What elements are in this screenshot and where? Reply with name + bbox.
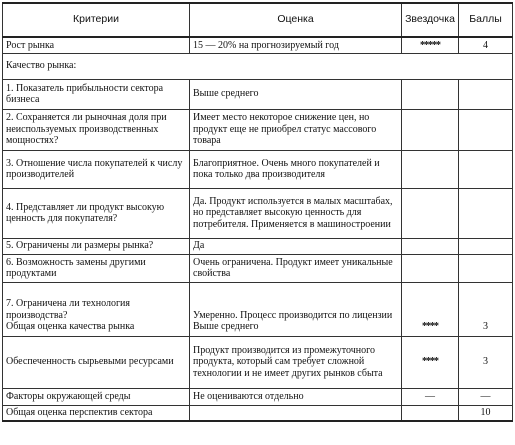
criterion-cell: Обеспеченность сырьевыми ресурсами <box>3 336 190 388</box>
assessment-cell: Выше среднего <box>190 79 402 109</box>
assessment-cell <box>190 282 402 336</box>
table-row <box>3 336 513 388</box>
table-row <box>3 388 513 405</box>
assessment-text: Умеренно. Процесс производится по лицензии <box>193 309 393 321</box>
assessment-cell: Да <box>190 238 402 254</box>
header-stars: Звездочка <box>402 3 459 37</box>
criterion-cell: 4. Представляет ли продукт высокую ценность для покупателя? <box>3 188 190 238</box>
points-cell <box>459 188 513 238</box>
header-assessment: Оценка <box>190 3 402 37</box>
points-cell <box>459 79 513 109</box>
stars-cell <box>402 79 459 109</box>
criterion-cell: 2. Сохраняется ли рыночная доля при неиспользуемых производственных мощностях? <box>3 109 190 150</box>
stars-cell <box>402 188 459 238</box>
sector-assessment-table <box>2 2 513 422</box>
assessment-cell: Очень ограничена. Продукт имеет уникальные свойства <box>190 254 402 282</box>
criterion-cell: 6. Возможность замены другими продуктами <box>3 254 190 282</box>
criterion-cell: 3. Отношение числа покупателей к числу производителей <box>3 150 190 188</box>
points-cell: 10 <box>459 405 513 421</box>
section-label: Качество рынка: <box>3 53 513 79</box>
table-row <box>3 188 513 238</box>
stars-cell <box>402 238 459 254</box>
stars-cell: **** <box>402 282 459 336</box>
criterion-cell: Факторы окружающей среды <box>3 388 190 405</box>
assessment-cell: Да. Продукт используется в малых масштабах, но представляет высокую ценность для потребителя. Применяется в машиностроении <box>190 188 402 238</box>
stars-cell <box>402 109 459 150</box>
header-points: Баллы <box>459 3 513 37</box>
assessment-cell: Продукт производится из промежуточного продукта, который сам требует сложной технологии и не имеет других рынков сбыта <box>190 336 402 388</box>
points-cell <box>459 109 513 150</box>
table-row <box>3 79 513 109</box>
stars-cell <box>402 150 459 188</box>
stars-cell: — <box>402 388 459 405</box>
criterion-cell: Общая оценка перспектив сектора <box>3 405 190 421</box>
header-criteria: Критерии <box>3 3 190 37</box>
points-cell: 4 <box>459 37 513 53</box>
table-row <box>3 109 513 150</box>
table-row <box>3 405 513 421</box>
stars-cell: **** <box>402 336 459 388</box>
points-cell: 3 <box>459 336 513 388</box>
criterion-cell: 1. Показатель прибыльности сектора бизнеса <box>3 79 190 109</box>
assessment-cell: Имеет место некоторое снижение цен, но продукт еще не приобрел статус массового товара <box>190 109 402 150</box>
table-row <box>3 150 513 188</box>
criterion-cell <box>3 282 190 336</box>
criterion-text: 7. Ограничена ли технология производства? <box>6 298 131 321</box>
points-cell <box>459 254 513 282</box>
stars-cell <box>402 405 459 421</box>
criterion-cell: 5. Ограничены ли размеры рынка? <box>3 238 190 254</box>
section-row <box>3 53 513 79</box>
assessment-cell: Не оцениваются отдельно <box>190 388 402 405</box>
points-cell <box>459 150 513 188</box>
assessment-cell: 15 — 20% на прогнозируемый год <box>190 37 402 53</box>
criterion-cell: Рост рынка <box>3 37 190 53</box>
table-row <box>3 37 513 53</box>
table-row <box>3 254 513 282</box>
assessment-cell: Благоприятное. Очень много покупателей и пока только два производителя <box>190 150 402 188</box>
assessment-cell <box>190 405 402 421</box>
points-cell <box>459 238 513 254</box>
points-cell: — <box>459 388 513 405</box>
overall-market-quality-label: Общая оценка качества рынка <box>6 321 135 332</box>
table-row <box>3 238 513 254</box>
overall-market-quality-value: Выше среднего <box>193 321 259 332</box>
stars-cell: ***** <box>402 37 459 53</box>
stars-cell <box>402 254 459 282</box>
points-cell: 3 <box>459 282 513 336</box>
table-row <box>3 282 513 336</box>
